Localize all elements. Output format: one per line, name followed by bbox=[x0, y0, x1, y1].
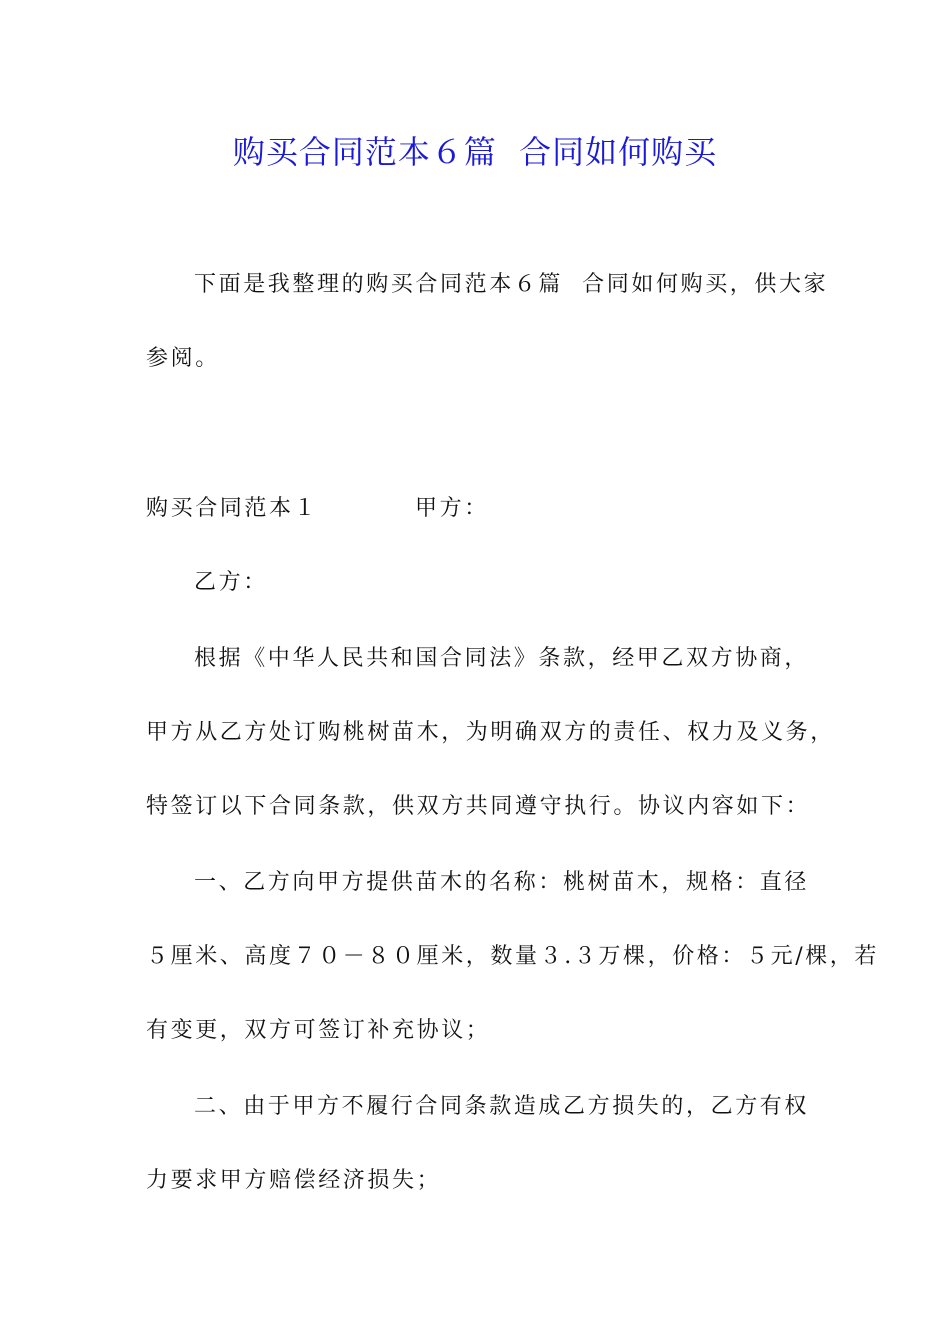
paragraph-line: 特签订以下合同条款，供双方共同遵守执行。协议内容如下： bbox=[146, 794, 811, 819]
paragraph-line: 力要求甲方赔偿经济损失； bbox=[146, 1168, 442, 1193]
party-a-label: 甲方： bbox=[415, 496, 489, 521]
document-title: 购买合同范本６篇 合同如何购买 bbox=[232, 133, 718, 171]
paragraph-line: 二、由于甲方不履行合同条款造成乙方损失的，乙方有权 bbox=[194, 1094, 810, 1119]
paragraph-line: 一、乙方向甲方提供苗木的名称：桃树苗木，规格：直径 bbox=[194, 870, 810, 895]
paragraph-line: 甲方从乙方处订购桃树苗木，为明确双方的责任、权力及义务， bbox=[146, 720, 835, 745]
party-b-label: 乙方： bbox=[194, 570, 268, 595]
intro-line-1: 下面是我整理的购买合同范本６篇 合同如何购买，供大家 bbox=[194, 272, 829, 297]
section-heading: 购买合同范本１ bbox=[146, 496, 319, 521]
intro-line-2: 参阅。 bbox=[146, 346, 220, 371]
paragraph-line: 有变更，双方可签订补充协议； bbox=[146, 1018, 491, 1043]
paragraph-line: ５厘米、高度７０－８０厘米，数量３.３万棵，价格：５元/棵，若 bbox=[146, 944, 880, 969]
paragraph-line: 根据《中华人民共和国合同法》条款，经甲乙双方协商， bbox=[194, 646, 810, 671]
